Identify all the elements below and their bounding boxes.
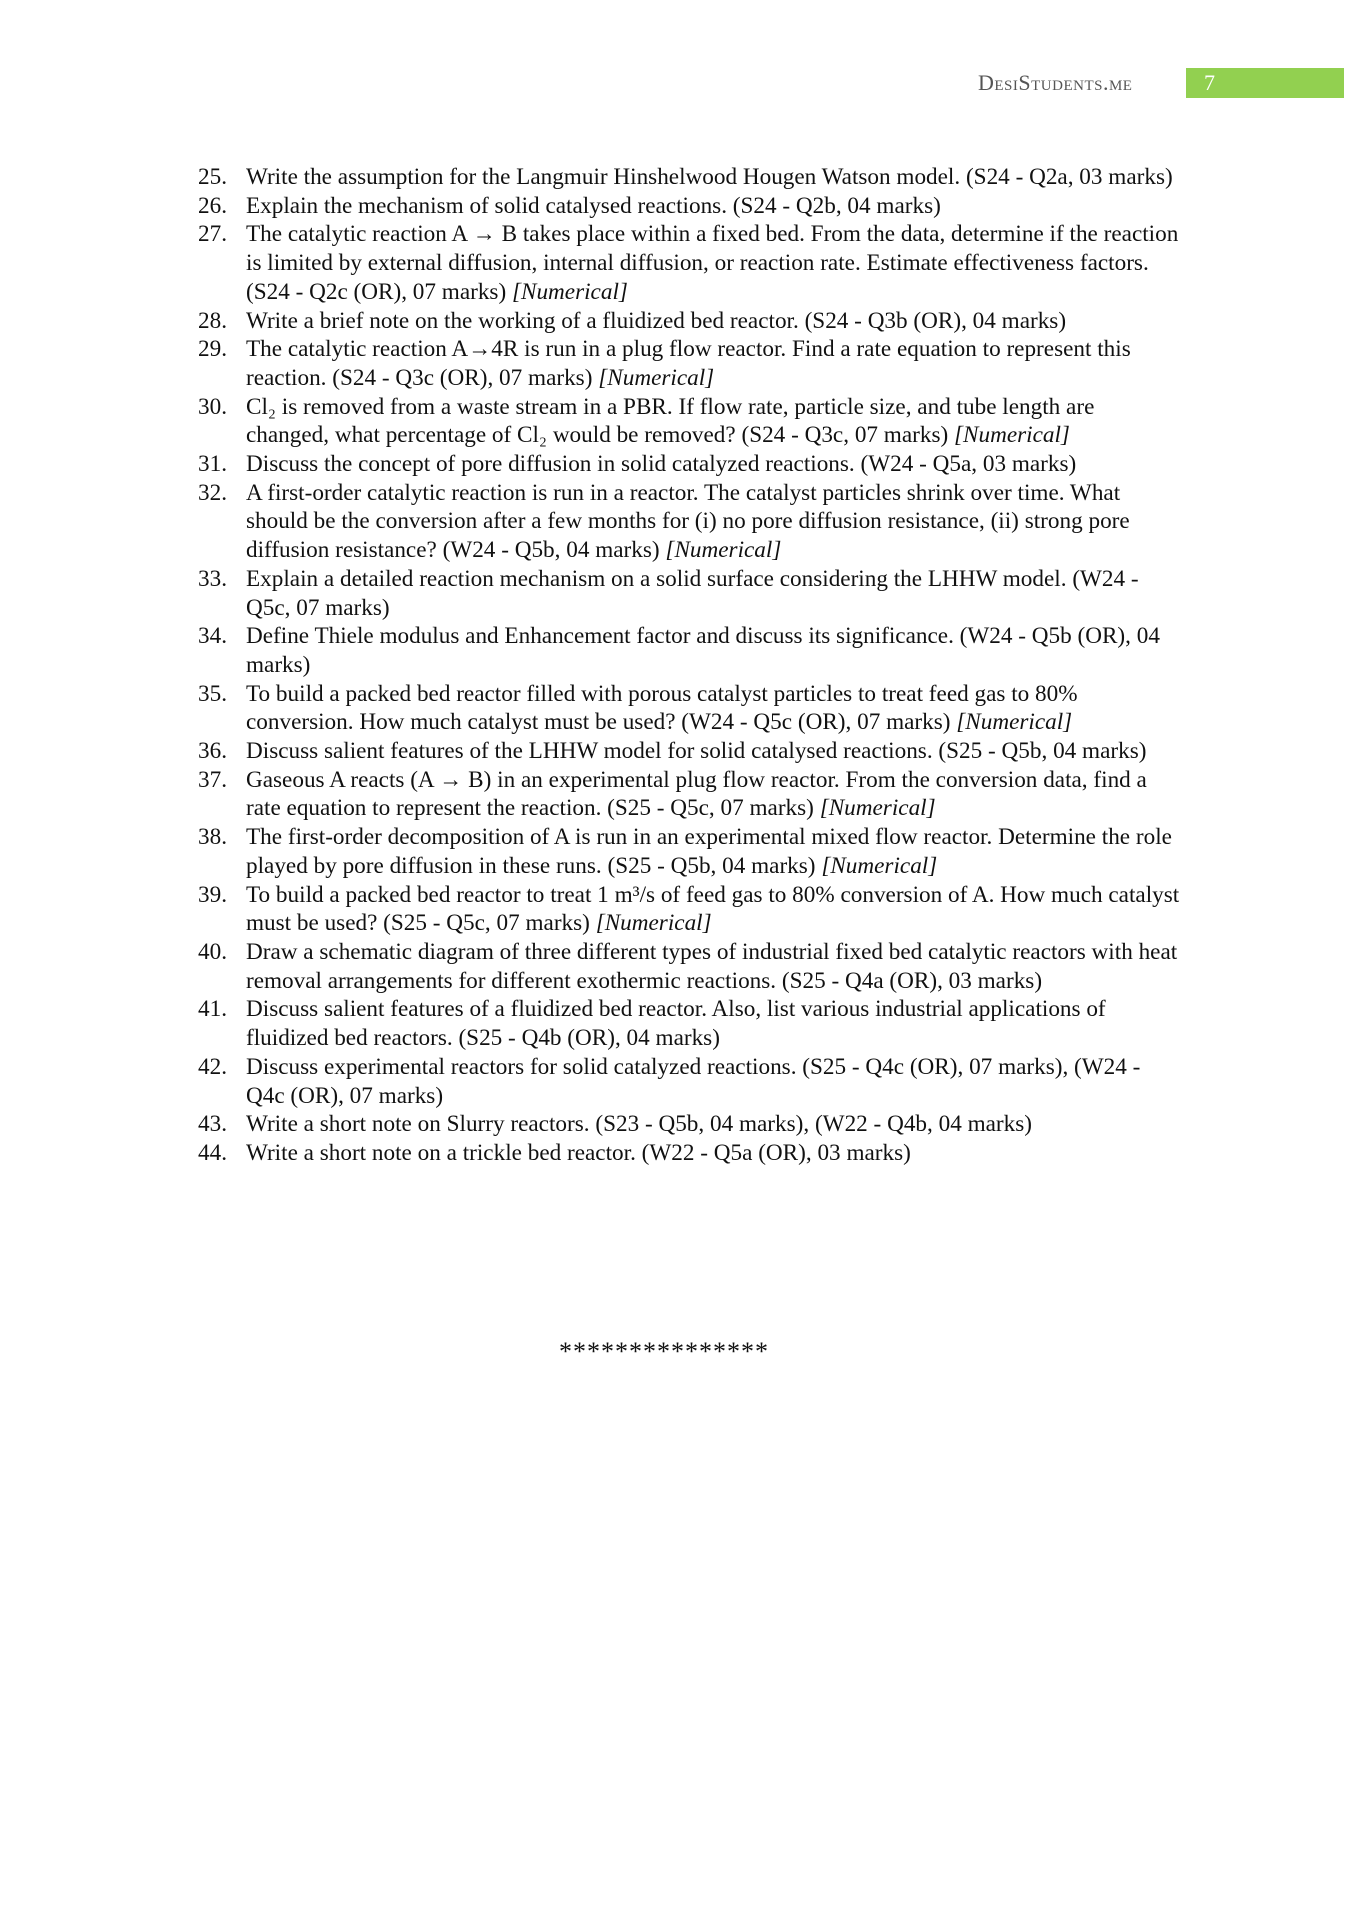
question-number: 39. — [198, 881, 227, 908]
question-item — [198, 737, 1183, 766]
numerical-tag: [Numerical] — [819, 795, 936, 822]
question-text: Write a brief note on the working of a fluidized bed reactor. (S24 - Q3b (OR), 04 marks) — [246, 307, 1067, 334]
question-item — [198, 622, 1183, 679]
question-number: 44. — [198, 1139, 227, 1166]
question-item — [198, 1053, 1183, 1110]
question-text: Discuss experimental reactors for solid catalyzed reactions. (S25 - Q4c (OR), 07 marks), (W24 - Q4c (OR), 07 marks) — [246, 1053, 1141, 1109]
question-number: 25. — [198, 164, 227, 190]
question-number: 28. — [198, 307, 227, 334]
question-item — [198, 938, 1183, 995]
question-text: Write the assumption for the Langmuir Hinshelwood Hougen Watson model. (S24 - Q2a, 03 marks) — [246, 164, 1173, 190]
numerical-tag: [Numerical] — [595, 910, 712, 937]
question-number: 36. — [198, 738, 227, 765]
question-text: Explain the mechanism of solid catalysed reactions. (S24 - Q2b, 04 marks) — [246, 192, 941, 219]
question-text: Cl₂ is removed from a waste stream in a PBR. If flow rate, particle size, and tube length are changed, what percentage of Cl₂ would be removed? (S24 - Q3c, 07 marks) — [246, 393, 1095, 449]
question-item — [198, 1139, 1183, 1168]
question-item — [198, 680, 1183, 737]
question-text: The first-order decomposition of A is run in an experimental mixed flow reactor. Determine the role played by pore diffusion in these runs. (S25 - Q5b, 04 marks) — [246, 824, 1172, 879]
question-number: 42. — [198, 1053, 227, 1080]
page-header — [970, 68, 1358, 98]
question-text: A first-order catalytic reaction is run in a reactor. The catalyst particles shrink over time. What should be the conversion after a few months for (i) no pore diffusion resistance, (ii) strong pore diffusion resistance? (W24 - Q5b, 04 marks) — [246, 479, 1130, 564]
numerical-tag: [Numerical] — [511, 278, 628, 305]
question-item — [198, 163, 1183, 192]
question-item — [198, 335, 1183, 392]
question-text: Write a short note on a trickle bed reactor. (W22 - Q5a (OR), 03 marks) — [246, 1139, 911, 1166]
question-text: Discuss the concept of pore diffusion in solid catalyzed reactions. (W24 - Q5a, 03 marks) — [246, 451, 1077, 478]
question-number: 38. — [198, 824, 227, 851]
question-number: 29. — [198, 336, 227, 363]
numerical-tag: [Numerical] — [954, 422, 1070, 449]
numerical-tag: [Numerical] — [598, 364, 715, 391]
question-text: To build a packed bed reactor to treat 1 m³/s of feed gas to 80% conversion of A. How much catalyst must be used? (S25 - Q5c, 07 marks) — [246, 881, 1180, 937]
question-text: Define Thiele modulus and Enhancement factor and discuss its significance. (W24 - Q5b (OR), 04 marks) — [246, 623, 1160, 678]
question-list — [198, 163, 1183, 1168]
question-item — [198, 823, 1183, 880]
question-item — [198, 565, 1183, 622]
question-text: Discuss salient features of a fluidized bed reactor. Also, list various industrial applications of fluidized bed reactors. (S25 - Q4b (OR), 04 marks) — [246, 996, 1106, 1052]
question-text: Gaseous A reacts (A → B) in an experimental plug flow reactor. From the conversion data, find a rate equation to represent the reaction. (S25 - Q5c, 07 marks) — [246, 766, 1147, 822]
question-number: 43. — [198, 1111, 227, 1138]
question-item — [198, 766, 1183, 823]
question-number: 27. — [198, 221, 227, 248]
question-item — [198, 220, 1183, 306]
question-number: 34. — [198, 623, 227, 650]
question-text: To build a packed bed reactor filled with porous catalyst particles to treat feed gas to 80% conversion. How much catalyst must be used? (W24 - Q5c (OR), 07 marks) — [246, 680, 1078, 736]
question-item — [198, 307, 1183, 336]
question-number: 40. — [198, 938, 227, 965]
numerical-tag: [Numerical] — [956, 709, 1073, 736]
question-number: 41. — [198, 996, 227, 1023]
question-item — [198, 393, 1183, 450]
question-item — [198, 192, 1183, 221]
question-number: 30. — [198, 393, 227, 420]
question-item — [198, 995, 1183, 1052]
question-text: The catalytic reaction A → B takes place within a fixed bed. From the data, determine if the reaction is limited by external diffusion, internal diffusion, or reaction rate. Estimate effectiveness factors. (S24 - Q2c (OR), 07 marks) — [246, 221, 1179, 305]
question-text: The catalytic reaction A→4R is run in a plug flow reactor. Find a rate equation to represent this reaction. (S24 - Q3c (OR), 07 marks) — [246, 336, 1131, 391]
question-number: 31. — [198, 451, 227, 478]
question-item — [198, 1110, 1183, 1139]
page-number: 7 — [1186, 68, 1344, 98]
question-text: Write a short note on Slurry reactors. (S23 - Q5b, 04 marks), (W22 - Q4b, 04 marks) — [246, 1111, 1032, 1138]
question-text: Draw a schematic diagram of three different types of industrial fixed bed catalytic reactors with heat removal arrangements for different exothermic reactions. (S25 - Q4a (OR), 03 marks) — [246, 938, 1178, 994]
question-item — [198, 479, 1183, 565]
numerical-tag: [Numerical] — [821, 852, 938, 879]
question-number: 35. — [198, 680, 227, 707]
end-marker: *************** — [559, 1337, 769, 1366]
question-item — [198, 881, 1183, 938]
question-number: 33. — [198, 565, 227, 592]
question-number: 37. — [198, 766, 227, 793]
question-item — [198, 450, 1183, 479]
question-text: Explain a detailed reaction mechanism on a solid surface considering the LHHW model. (W24 - Q5c, 07 marks) — [246, 565, 1139, 621]
numerical-tag: [Numerical] — [665, 537, 782, 564]
question-number: 32. — [198, 479, 227, 506]
question-text: Discuss salient features of the LHHW model for solid catalysed reactions. (S25 - Q5b, 04 marks) — [246, 738, 1147, 765]
site-name: DesiStudents.me — [978, 70, 1133, 95]
question-number: 26. — [198, 192, 227, 219]
